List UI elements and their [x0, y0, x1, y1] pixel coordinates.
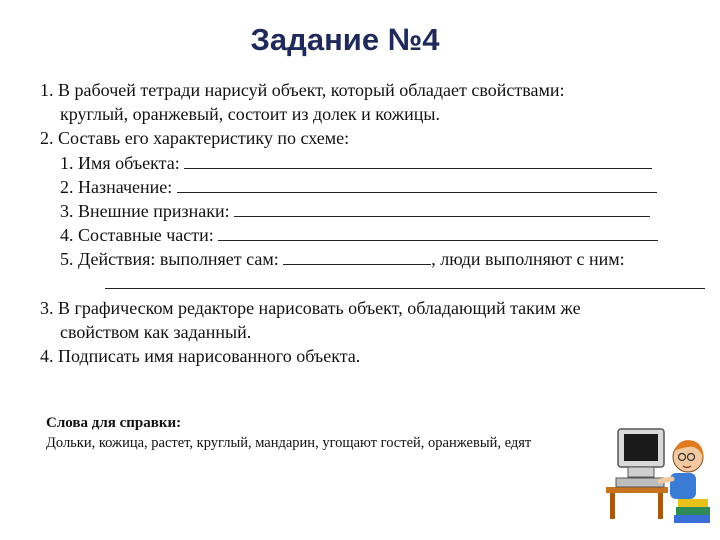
task-1-text: 1. В рабочей тетради нарисуй объект, который обладает свойствами:: [40, 80, 565, 100]
scheme-label-purpose: 2. Назначение:: [60, 176, 173, 197]
page-title: Задание №4: [250, 22, 440, 57]
scheme-item-name: [40, 151, 700, 175]
task-3-text: 3. В графическом редакторе нарисовать объект, обладающий таким же: [40, 297, 581, 318]
scheme-label-parts: 4. Составные части:: [60, 225, 214, 246]
scheme-label-name: 1. Имя объекта:: [60, 152, 180, 173]
reference-words: [46, 413, 606, 453]
answer-line-name[interactable]: [184, 154, 652, 169]
scheme-item-features: [40, 199, 700, 223]
answer-line-actions-people[interactable]: [105, 288, 705, 289]
task-2-text: 2. Составь его характеристику по схеме:: [40, 128, 350, 149]
scheme-item-purpose: [40, 175, 700, 199]
computer-kid-icon: [604, 415, 712, 525]
task-4-text: 4. Подписать имя нарисованного объекта.: [40, 346, 361, 367]
scheme-label-features: 3. Внешние признаки:: [60, 200, 230, 221]
reference-word-list: Дольки, кожица, растет, круглый, мандарин, угощают гостей, оранжевый, едят: [46, 435, 532, 451]
scheme-item-parts: [40, 223, 700, 247]
task-1-line-1: [40, 78, 700, 102]
task-3-line-2: [40, 320, 700, 344]
scheme-item-actions: [40, 247, 700, 271]
reference-title: Слова для справки:: [46, 415, 182, 431]
task-3-continuation: свойством как заданный.: [60, 321, 252, 342]
answer-line-actions-self[interactable]: [283, 250, 431, 265]
scheme-label-actions-people: , люди выполняют с ним:: [431, 249, 625, 270]
task-1-line-2: [40, 102, 700, 126]
answer-line-parts[interactable]: [218, 226, 658, 241]
task-3-line-1: [40, 296, 700, 320]
task-list: [40, 78, 700, 368]
scheme-label-actions-self: 5. Действия: выполняет сам:: [60, 249, 279, 270]
task-2: [40, 126, 700, 150]
answer-line-purpose[interactable]: [177, 178, 657, 193]
answer-line-features[interactable]: [234, 202, 650, 217]
task-4: [40, 344, 700, 368]
task-1-continuation: круглый, оранжевый, состоит из долек и кожицы.: [60, 104, 440, 125]
scheme-item-actions-continued: [40, 272, 700, 296]
